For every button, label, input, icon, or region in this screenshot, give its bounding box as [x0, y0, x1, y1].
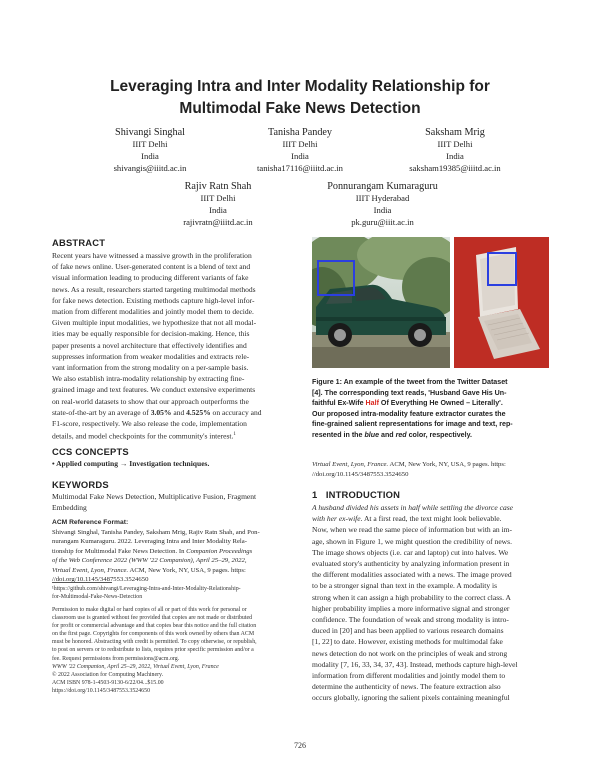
- permission-line: https://doi.org/10.1145/3487553.3524650: [52, 687, 151, 694]
- abstract-line: ities may be equally responsible for decision-making. Hence, this: [52, 329, 250, 339]
- acm-ref-continuation: [312, 460, 552, 479]
- author-email: tanisha17116@iiitd.ac.in: [257, 162, 343, 173]
- figure-caption: [312, 377, 550, 440]
- author-name: Ponnurangam Kumaraguru: [327, 181, 438, 192]
- permission-line: Permission to make digital or hard copies of all or part of this work for personal or: [52, 607, 247, 613]
- author-org: IIIT Delhi: [200, 193, 236, 203]
- title-line-2: Multimodal Fake News Detection: [179, 100, 421, 117]
- intro-line: The image shows objects (i.e. car and laptop) cut into halves. We: [312, 547, 509, 557]
- author-email: pk.guru@iiit.ac.in: [351, 216, 414, 227]
- permission-block: [52, 606, 300, 695]
- author-email: shivangis@iiitd.ac.in: [113, 162, 187, 173]
- acm-reference: [52, 518, 297, 585]
- abstract-line: Recent years have witnessed a massive growth in the proliferation: [52, 251, 252, 260]
- caption-text: faithful Ex-Wife: [312, 399, 366, 407]
- abstract-line: We also establish intra-modality relationship by extracting fine-: [52, 374, 245, 384]
- footnote-divider: [52, 582, 112, 583]
- acm-ref-venue: Virtual Event, Lyon, France.: [312, 461, 389, 468]
- caption-text: resented in the: [312, 430, 365, 439]
- caption-text: color, respectively.: [406, 430, 472, 439]
- acm-ref-line: [312, 460, 552, 470]
- intro-line: age, shown in Figure 1, we might question the credibility of news.: [312, 536, 512, 546]
- abstract-text: on accuracy and: [210, 407, 262, 417]
- intro-line: occurs globally, ignoring the salient pixels containing meaningful: [312, 693, 510, 703]
- abstract-text: state-of-the-art by an average of: [52, 407, 151, 417]
- footnote: [52, 585, 302, 601]
- intro-line: [312, 502, 552, 513]
- laptop-photo-svg: [454, 237, 549, 368]
- paper-title: [0, 76, 600, 120]
- abstract-line: of fake news online. User-generated content is a blend of text and: [52, 262, 251, 272]
- permission-line: to post on servers or to redistribute to lists, requires prior specific permission and/or a: [52, 647, 254, 654]
- permission-line: ACM ISBN 978-1-4503-9130-6/22/04...$15.00: [52, 679, 164, 686]
- permission-line: WWW '22 Companion, April 25–29, 2022, Virtual Event, Lyon, France: [52, 663, 219, 670]
- figure-car-image: [312, 237, 450, 368]
- abstract-line: paper presents a novel architecture that effectively identifies and: [52, 340, 247, 350]
- acm-ref-line: //doi.org/10.1145/3487553.3524650: [52, 576, 149, 583]
- intro-line: news detection do not work on the principles of weak and strong: [312, 648, 508, 658]
- acm-ref-line: nurangam Kumaraguru. 2022. Leveraging Intra and Inter Modality Rela-: [52, 538, 247, 545]
- caption-blue-word: blue: [364, 430, 380, 439]
- author-org: IIIT Delhi: [132, 139, 168, 149]
- car-photo-svg: [312, 237, 450, 368]
- permission-line: on the first page. Copyrights for components of this work owned by others than ACM: [52, 631, 255, 638]
- author-name: Shivangi Singhal: [115, 127, 185, 138]
- caption-line: [312, 398, 550, 409]
- permission-line: must be honored. Abstracting with credit is permitted. To copy otherwise, or republish,: [52, 639, 257, 646]
- author-block: [158, 180, 278, 228]
- permission-line: fee. Request permissions from permissions@acm.org.: [52, 655, 180, 662]
- footnote-mark: 1: [233, 432, 236, 438]
- author-country: India: [209, 204, 227, 215]
- acm-ref-text: ACM, New York, NY, USA, 9 pages. https:: [128, 566, 246, 574]
- intro-heading: [312, 489, 400, 500]
- acm-ref-text: tionship for Multimodal Fake News Detection. In: [52, 547, 187, 555]
- footnote-line: ¹https://github.com/shivangi/Leveraging-Intra-and-Inter-Modality-Relationship-: [52, 586, 241, 592]
- author-block: [390, 126, 520, 174]
- caption-line: fine-grained salient representations for image and text, rep-: [312, 420, 513, 428]
- caption-red-word: red: [395, 430, 407, 439]
- title-line-1: Leveraging Intra and Inter Modality Relationship for: [110, 78, 490, 95]
- abstract-line: F1-score, respectively. We also release the code, implementation: [52, 419, 247, 429]
- intro-line: Now, when we read the same piece of information but with an im-: [312, 525, 513, 535]
- f1-gain: 4.525%: [186, 407, 211, 417]
- intro-body: [312, 502, 552, 704]
- author-country: India: [446, 150, 464, 161]
- acm-ref-line: [52, 556, 297, 566]
- acm-ref-heading: ACM Reference Format:: [52, 519, 129, 526]
- intro-line: information from different modalities and jointly model them to: [312, 671, 506, 681]
- acm-ref-venue: Virtual Event, Lyon, France.: [52, 566, 129, 574]
- abstract-line: [52, 429, 297, 442]
- acm-ref-line: //doi.org/10.1145/3487553.3524650: [312, 470, 409, 478]
- caption-line: Figure 1: An example of the tweet from the Twitter Dataset: [312, 378, 508, 386]
- intro-line: evaluated story's authenticity by analyzing information present in: [312, 559, 510, 569]
- intro-heading-text: INTRODUCTION: [325, 489, 401, 500]
- author-org: IIIT Delhi: [282, 139, 318, 149]
- intro-line: strong when it can assign a high probability to the correct class. A: [312, 592, 511, 602]
- acm-ref-text: ACM, New York, NY, USA, 9 pages. https:: [388, 461, 506, 468]
- abstract-text: and: [171, 407, 187, 417]
- abstract-body: [52, 250, 297, 442]
- ccs-heading: CCS CONCEPTS: [52, 446, 129, 457]
- permission-line: classroom use is granted without fee provided that copies are not made or distributed: [52, 615, 253, 622]
- permission-line: for profit or commercial advantage and that copies bear this notice and the full citation: [52, 623, 257, 630]
- footnote-line: for-Multimodal-Fake-News-Detection: [52, 594, 143, 601]
- abstract-text: details, and model checkpoints for the community's interest.: [52, 431, 234, 441]
- intro-quote: A husband divided his assets in half while settling the divorce case: [312, 503, 514, 512]
- figure-laptop-image: [454, 237, 549, 368]
- ccs-item: • Applied computing → Investigation techniques.: [52, 459, 210, 468]
- author-block: [90, 126, 210, 174]
- author-country: India: [141, 150, 159, 161]
- author-block: [300, 180, 465, 228]
- intro-line: confidence. The foundation of weak and strong modality is intro-: [312, 615, 509, 625]
- caption-line: [4]. The corresponding text reads, 'Husband Gave His Un-: [312, 388, 507, 397]
- intro-line: duced in [20] and has been applied to various research domains: [312, 626, 504, 636]
- acm-ref-line: [52, 566, 297, 576]
- intro-text: At a first read, the text might look believable.: [362, 514, 502, 524]
- author-email: rajivratn@iiitd.ac.in: [183, 216, 253, 227]
- intro-quote: with her ex-wife.: [312, 514, 363, 524]
- author-block: [240, 126, 360, 174]
- intro-line: the different modalities associated with a news. The image proved: [312, 570, 512, 580]
- abstract-line: news. As a result, researchers started targeting multimodal methods: [52, 284, 256, 294]
- page-number: 726: [294, 741, 306, 750]
- highlighted-word-half: Half: [365, 399, 379, 407]
- abstract-line: [52, 407, 297, 418]
- accuracy-gain: 3.05%: [150, 407, 172, 417]
- abstract-heading: ABSTRACT: [52, 237, 106, 248]
- intro-line: [312, 513, 552, 524]
- abstract-line: grained image and text features. We conduct extensive experiments: [52, 385, 256, 395]
- author-name: Saksham Mrig: [425, 127, 485, 138]
- caption-text: and: [379, 430, 396, 439]
- abstract-line: Given multiple input modalities, we hypothesize that not all modal-: [52, 318, 257, 328]
- abstract-line: on real-world datasets to show that our approach outperforms the: [52, 396, 249, 406]
- permission-line: © 2022 Association for Computing Machinery.: [52, 671, 164, 678]
- author-org: IIIT Hyderabad: [355, 193, 410, 203]
- author-org: IIIT Delhi: [437, 139, 473, 149]
- abstract-line: suppresses information from weaker modalities and extracts rele-: [52, 351, 250, 361]
- author-name: Rajiv Ratn Shah: [184, 181, 252, 192]
- intro-line: modality [7, 16, 33, 34, 37, 43]. Instead, methods capture high-level: [312, 659, 518, 669]
- intro-line: higher probability implies a more informative signal and stronger: [312, 603, 510, 613]
- abstract-line: for fake news detection. Existing methods capture high-level infor-: [52, 295, 255, 305]
- acm-ref-venue: of the Web Conference 2022 (WWW '22 Companion), April 25–29, 2022,: [52, 557, 247, 564]
- keywords-line: Embedding: [52, 503, 87, 513]
- intro-line: to be a stronger signal than text in the example. A modality is: [312, 581, 498, 591]
- caption-line: [312, 430, 550, 441]
- caption-line: Our proposed intra-modality feature extractor curates the: [312, 409, 506, 418]
- author-email: saksham19385@iiitd.ac.in: [409, 162, 501, 173]
- caption-text: Of Everything He Owned – Literally'.: [378, 399, 503, 407]
- intro-heading-number: 1: [312, 489, 318, 500]
- keywords-body: [52, 491, 297, 513]
- acm-ref-venue: Companion Proceedings: [186, 547, 253, 555]
- acm-ref-line: [52, 547, 297, 557]
- intro-line: determine the authenticity of news. The feature extraction also: [312, 682, 501, 692]
- abstract-line: visual information leading to producing different variants of fake: [52, 273, 249, 283]
- abstract-line: mation from different modalities and jointly model them to decide.: [52, 307, 254, 317]
- author-country: India: [291, 150, 309, 161]
- author-country: India: [373, 204, 392, 215]
- acm-ref-line: Shivangi Singhal, Tanisha Pandey, Saksham Mrig, Rajiv Ratn Shah, and Pon-: [52, 528, 260, 536]
- keywords-line: Multimodal Fake News Detection, Multiplicative Fusion, Fragment: [52, 492, 257, 501]
- intro-line: [1, 22] to date. However, existing methods for multimodal fake: [312, 637, 503, 647]
- abstract-line: vant information from the strong modality on a per-sample basis.: [52, 363, 249, 373]
- author-name: Tanisha Pandey: [267, 127, 333, 138]
- keywords-heading: KEYWORDS: [52, 479, 109, 490]
